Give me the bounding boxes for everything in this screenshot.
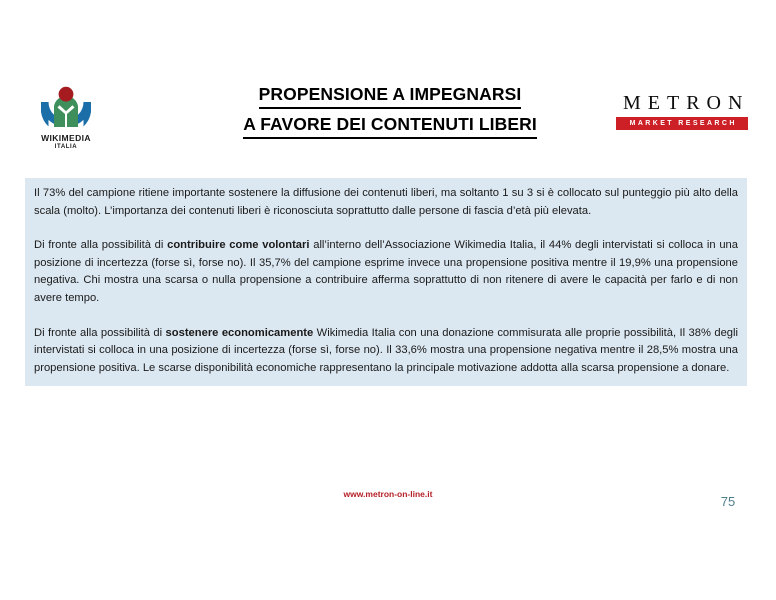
wikimedia-italia-logo xyxy=(28,86,104,154)
body-text: Wikimedia Italia con una donazione commisurata alle proprie possibilità, Il 38% degli intervistati si colloca in una posizione di incertezza (forse sì, forse no). Il 33,6% mostra una propensione negativa mentre il 28,5% mostra una propensione positiva. Le scarse disponibilità economiche rappresentano la principale motivazione addotta alla scarsa propensione a donare. xyxy=(34,326,738,374)
paragraph-1 xyxy=(34,185,738,220)
wikimedia-logo-subtitle: ITALIA xyxy=(54,144,78,150)
paragraph-3 xyxy=(34,325,738,378)
metron-wordmark: METRON xyxy=(623,92,750,114)
metron-tagline: MARKET RESEARCH xyxy=(616,117,748,130)
wikimedia-logo-icon xyxy=(28,86,104,132)
body-text: Il 73% del campione ritiene importante sostenere la diffusione dei contenuti liberi, ma soltanto 1 su 3 si è collocato sul punteggio più alto della scala (molto). L’importanza dei contenuti liberi è riconosciuta soprattutto dalle persone di fascia d’età più elevata. xyxy=(34,187,738,217)
page-number: 75 xyxy=(720,494,736,509)
body-text: Di fronte alla possibilità di xyxy=(34,239,168,252)
body-text: all’interno dell’Associazione Wikimedia Italia, il 44% degli intervistati si colloca in una posizione di incertezza (forse sì, forse no). Il 35,7% del campione esprime invece una propensione positiva mentre il 19,9% una propensione negativa. Chi mostra una scarsa o nulla propensione a contribuire afferma soprattutto di non ritenere di avere le capacità per farlo e di non avere tempo. xyxy=(34,239,738,304)
wikimedia-logo-name: WIKIMEDIA xyxy=(41,133,91,143)
page-title-line-2: A FAVORE DEI CONTENUTI LIBERI xyxy=(243,112,537,139)
paragraph-2 xyxy=(34,237,738,307)
body-text: Di fronte alla possibilità di xyxy=(34,326,166,339)
page-title-line-1: PROPENSIONE A IMPEGNARSI xyxy=(259,82,522,109)
emphasised-text: contribuire come volontari xyxy=(167,239,310,252)
metron-logo xyxy=(616,92,748,130)
page-title xyxy=(150,82,630,139)
footer-website-url[interactable]: www.metron-on-line.it xyxy=(343,489,433,499)
summary-text-panel xyxy=(25,178,747,386)
emphasised-text: sostenere economicamente xyxy=(165,326,314,339)
wikimedia-logo-mark xyxy=(28,86,104,132)
slide-header xyxy=(0,82,776,162)
